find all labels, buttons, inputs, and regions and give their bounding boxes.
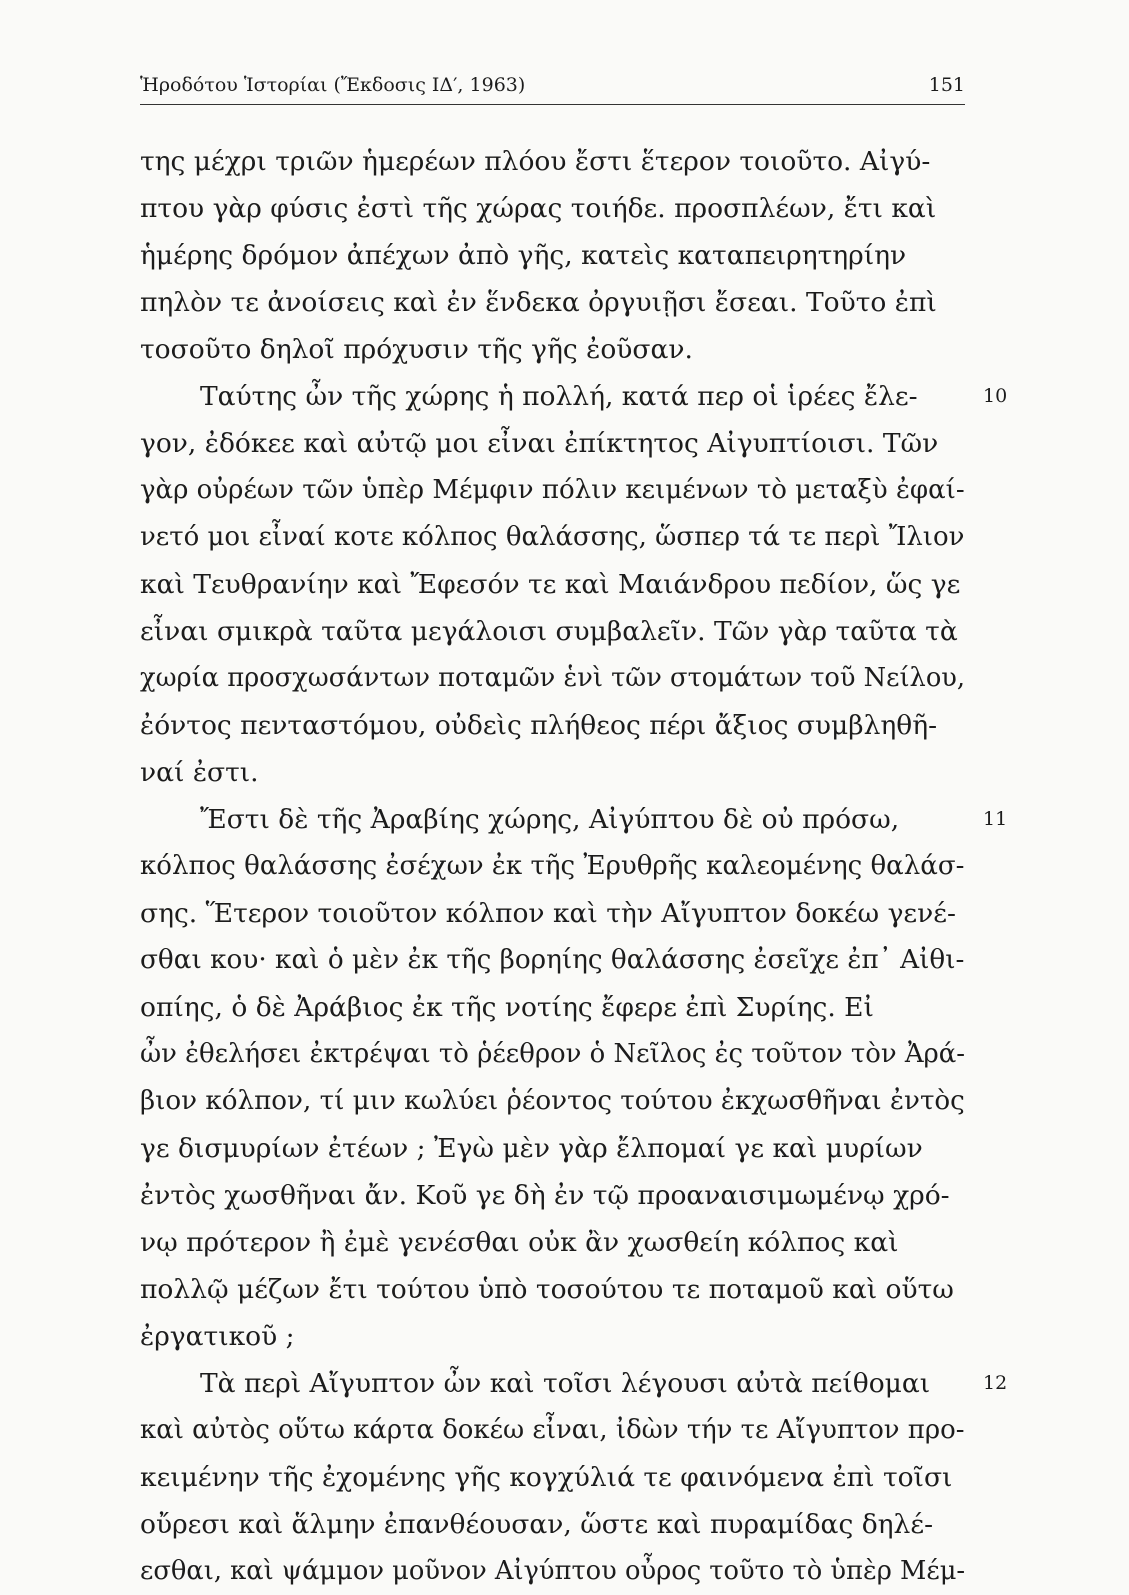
text-line [140,1078,965,1125]
line-text: σθαι κου· καὶ ὁ μὲν ἐκ τῆς βορηίης θαλάσσης ἐσεῖχε ἐπ᾽ Αἰθι- [140,945,965,975]
line-text: ἡμέρης δρόμον ἀπέχων ἀπὸ γῆς, κατεὶς καταπειρητηρίην [140,240,907,271]
text-line [140,984,965,1031]
text-line [140,843,965,890]
line-text: οπίης, ὁ δὲ Ἀράβιος ἐκ τῆς νοτίης ἔφερε ἐπὶ Συρίης. Εἰ [140,992,874,1023]
line-text: γε δισμυρίων ἐτέων ; Ἐγὼ μὲν γὰρ ἔλπομαί γε καὶ μυρίων [140,1133,923,1164]
line-text: νετό μοι εἶναί κοτε κόλπος θαλάσσης, ὥσπερ τά τε περὶ Ἴλιον [140,522,965,552]
text-line [140,702,965,749]
text-line [140,561,965,608]
text-line [140,655,965,702]
text-line [140,420,965,467]
line-text: τοσοῦτο δηλοῖ πρόχυσιν τῆς γῆς ἐοῦσαν. [140,334,693,365]
line-text: χωρία προσχωσάντων ποταμῶν ἑνὶ τῶν στομάτων τοῦ Νείλου, [140,663,966,693]
line-text: οὔρεσι καὶ ἅλμην ἐπανθέουσαν, ὥστε καὶ πυραμίδας δηλέ- [140,1509,934,1540]
text-line [140,1031,965,1078]
text-line [140,1501,965,1548]
line-text: πολλῷ μέζων ἔτι τούτου ὑπὸ τοσούτου τε ποταμοῦ καὶ οὕτω [140,1274,954,1305]
line-text: κόλπος θαλάσσης ἐσέχων ἐκ τῆς Ἐρυθρῆς καλεομένης θαλάσ- [140,851,965,881]
text-line [140,1313,965,1360]
header-rule [140,104,965,105]
line-text: της μέχρι τριῶν ἡμερέων πλόου ἔστι ἕτερον τοιοῦτο. Αἰγύ- [140,146,931,177]
page-number: 151 [928,74,965,96]
line-text: Ἔστι δὲ τῆς Ἀραβίης χώρης, Αἰγύπτου δὲ οὐ πρόσω, [200,804,900,835]
body-text [140,138,1008,1595]
line-text: γον, ἐδόκεε καὶ αὐτῷ μοι εἶναι ἐπίκτητος Αἰγυπτίοισι. Τῶν [140,428,939,459]
line-text: γὰρ οὐρέων τῶν ὑπὲρ Μέμφιν πόλιν κειμένων τὸ μεταξὺ ἐφαί- [140,475,965,505]
running-head-title: Ἡροδότου Ἱστορίαι (Ἔκδοσις ΙΔ′, 1963) [140,74,526,96]
text-line [140,1172,965,1219]
line-text: ἐόντος πενταστόμου, οὐδεὶς πλήθεος πέρι ἄξιος συμβληθῆ- [140,710,938,741]
line-text: ναί ἐστι. [140,757,259,788]
text-line [140,1219,965,1266]
text-line [140,1407,965,1454]
section-number: 11 [983,808,1008,830]
text-line [140,232,965,279]
text-line [140,1266,965,1313]
text-line [140,1360,1008,1407]
line-text: Τὰ περὶ Αἴγυπτον ὦν καὶ τοῖσι λέγουσι αὐτὰ πείθομαι [200,1368,931,1399]
text-line [140,890,965,937]
section-number: 10 [983,385,1008,407]
text-line [140,1454,965,1501]
line-text: καὶ Τευθρανίην καὶ Ἔφεσόν τε καὶ Μαιάνδρου πεδίον, ὥς γε [140,569,961,600]
line-text: εἶναι σμικρὰ ταῦτα μεγάλοισι συμβαλεῖν. Τῶν γὰρ ταῦτα τὰ [140,616,958,647]
text-line [140,326,965,373]
running-head [140,70,965,100]
line-text: νῳ πρότερον ἢ ἐμὲ γενέσθαι οὐκ ἂν χωσθείη κόλπος καὶ [140,1227,899,1258]
line-text: ἐντὸς χωσθῆναι ἄν. Κοῦ γε δὴ ἐν τῷ προαναισιμωμένῳ χρό- [140,1180,950,1211]
line-text: κειμένην τῆς ἐχομένης γῆς κογχύλιά τε φαινόμενα ἐπὶ τοῖσι [140,1462,953,1493]
text-line [140,1548,965,1595]
section-number: 12 [983,1372,1008,1394]
text-line [140,467,965,514]
text-line [140,796,1008,843]
text-line [140,514,965,561]
text-line [140,138,965,185]
text-line [140,937,965,984]
line-text: πηλὸν τε ἀνοίσεις καὶ ἐν ἕνδεκα ὀργυιῇσι ἔσεαι. Τοῦτο ἐπὶ [140,287,937,318]
text-line [140,1125,965,1172]
line-text: καὶ αὐτὸς οὕτω κάρτα δοκέω εἶναι, ἰδὼν τήν τε Αἴγυπτον προ- [140,1415,965,1445]
line-text: πτου γὰρ φύσις ἐστὶ τῆς χώρας τοιήδε. προσπλέων, ἔτι καὶ [140,193,937,224]
line-text: εσθαι, καὶ ψάμμον μοῦνον Αἰγύπτου οὖρος τοῦτο τὸ ὑπὲρ Μέμ- [140,1556,966,1586]
text-line [140,185,965,232]
line-text: Ταύτης ὦν τῆς χώρης ἡ πολλή, κατά περ οἱ ἱρέες ἔλε- [200,381,918,412]
line-text: σης. Ἕτερον τοιοῦτον κόλπον καὶ τὴν Αἴγυπτον δοκέω γενέ- [140,898,956,929]
text-line [140,749,965,796]
text-line [140,279,965,326]
line-text: ἐργατικοῦ ; [140,1321,295,1352]
text-line [140,608,965,655]
text-line [140,373,1008,420]
line-text: ὦν ἐθελήσει ἐκτρέψαι τὸ ῥέεθρον ὁ Νεῖλος ἐς τοῦτον τὸν Ἀρά- [140,1039,966,1069]
line-text: βιον κόλπον, τί μιν κωλύει ῥέοντος τούτου ἐκχωσθῆναι ἐντὸς [140,1086,965,1116]
